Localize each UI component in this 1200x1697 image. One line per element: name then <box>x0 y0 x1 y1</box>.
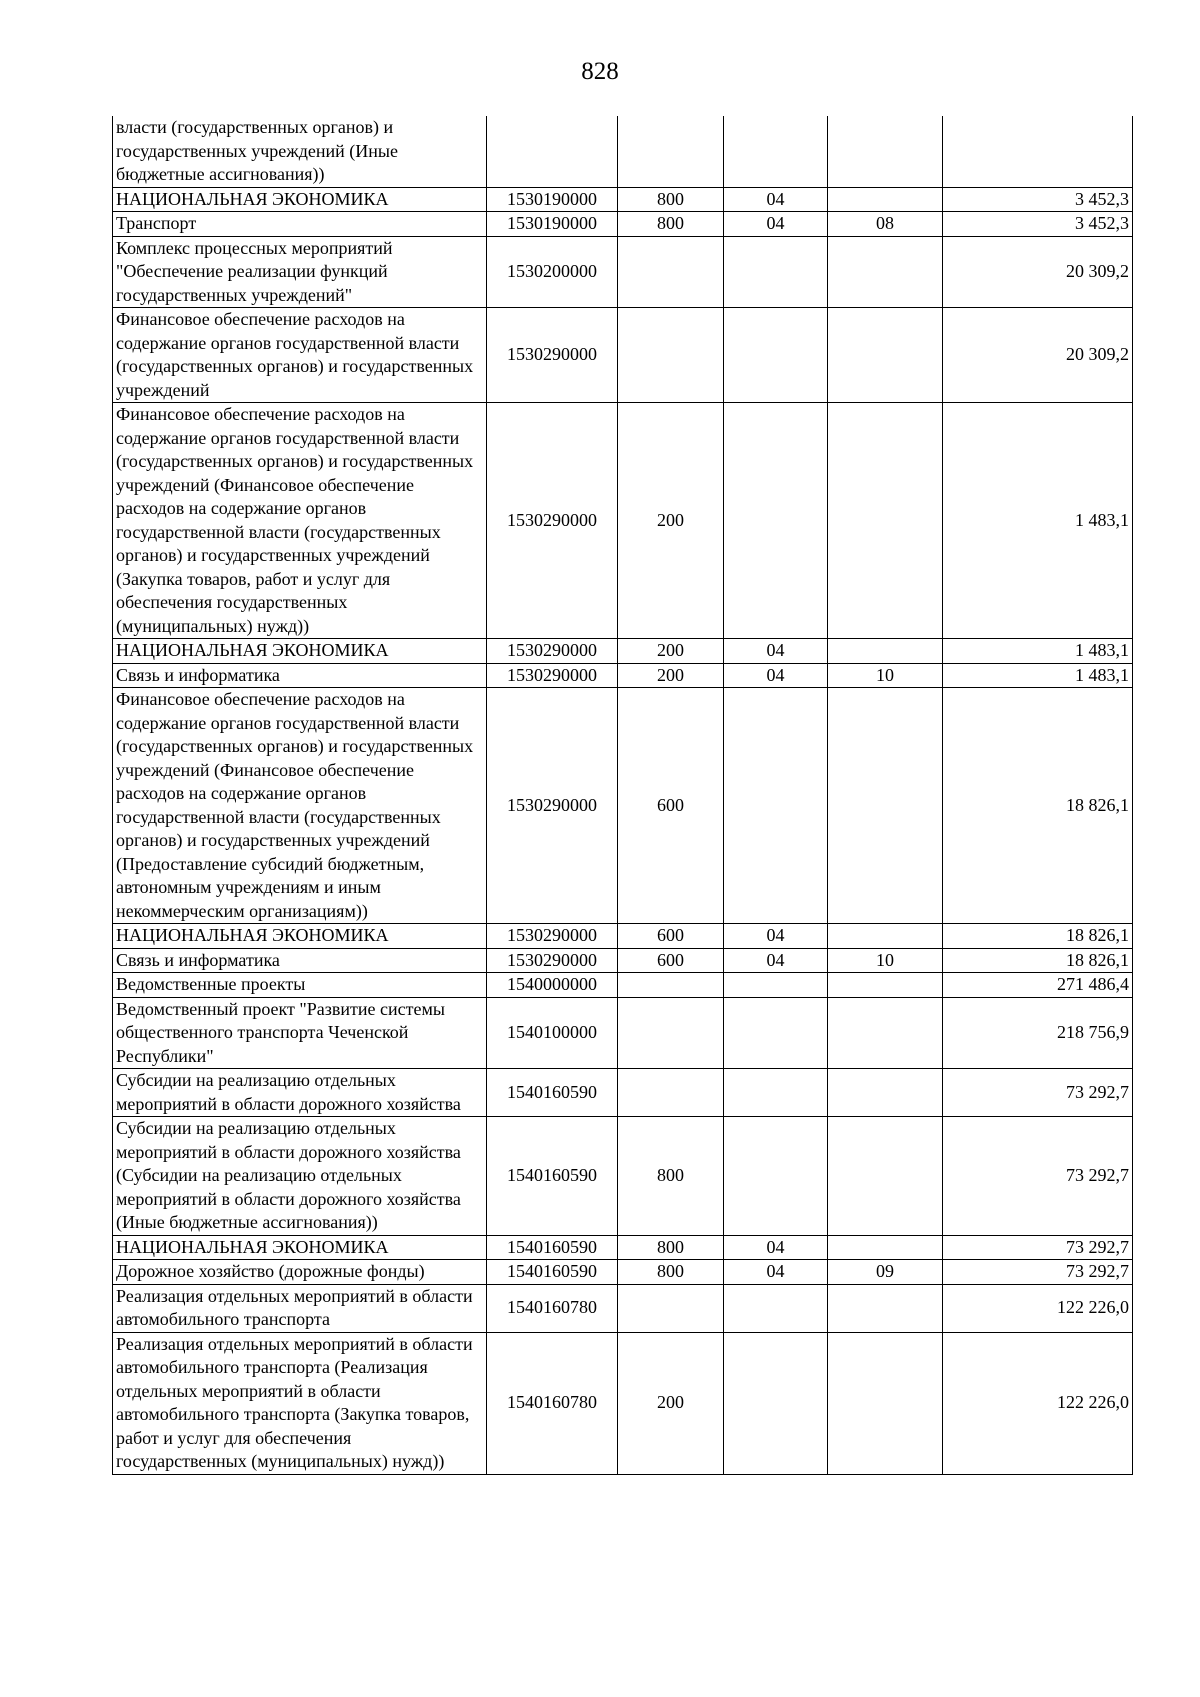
row-expense-type: 800 <box>618 1260 724 1285</box>
row-amount: 73 292,7 <box>943 1260 1133 1285</box>
row-name: Ведомственный проект "Развитие системы общественного транспорта Чеченской Республики" <box>113 997 487 1069</box>
row-subsection <box>828 116 943 187</box>
row-expense-type <box>618 1284 724 1332</box>
row-expense-type <box>618 236 724 308</box>
table-row <box>113 212 1133 237</box>
row-name: Финансовое обеспечение расходов на содержание органов государственной власти (государственных органов) и государственных учреждений <box>113 308 487 403</box>
row-amount: 18 826,1 <box>943 948 1133 973</box>
row-amount: 1 483,1 <box>943 403 1133 639</box>
row-section: 04 <box>724 1235 828 1260</box>
table-row <box>113 639 1133 664</box>
table-row <box>113 236 1133 308</box>
row-name: Транспорт <box>113 212 487 237</box>
row-expense-type: 200 <box>618 639 724 664</box>
row-expense-type: 600 <box>618 688 724 924</box>
row-name: Связь и информатика <box>113 948 487 973</box>
row-target-article: 1530200000 <box>487 236 618 308</box>
row-target-article: 1530290000 <box>487 639 618 664</box>
row-name: НАЦИОНАЛЬНАЯ ЭКОНОМИКА <box>113 187 487 212</box>
row-section: 04 <box>724 948 828 973</box>
row-section <box>724 308 828 403</box>
row-amount: 122 226,0 <box>943 1284 1133 1332</box>
table-row <box>113 663 1133 688</box>
row-amount: 122 226,0 <box>943 1332 1133 1474</box>
row-subsection <box>828 639 943 664</box>
row-target-article: 1540000000 <box>487 973 618 998</box>
row-section <box>724 973 828 998</box>
table-row <box>113 116 1133 187</box>
row-section <box>724 997 828 1069</box>
row-expense-type: 800 <box>618 187 724 212</box>
table-row <box>113 688 1133 924</box>
row-expense-type: 200 <box>618 663 724 688</box>
row-amount: 73 292,7 <box>943 1117 1133 1236</box>
table-row <box>113 1332 1133 1474</box>
row-section <box>724 116 828 187</box>
row-subsection: 08 <box>828 212 943 237</box>
row-expense-type <box>618 116 724 187</box>
row-section: 04 <box>724 924 828 949</box>
row-name: НАЦИОНАЛЬНАЯ ЭКОНОМИКА <box>113 924 487 949</box>
row-target-article: 1530290000 <box>487 924 618 949</box>
row-expense-type <box>618 973 724 998</box>
row-name: Ведомственные проекты <box>113 973 487 998</box>
row-amount: 20 309,2 <box>943 308 1133 403</box>
row-expense-type: 800 <box>618 212 724 237</box>
row-amount: 18 826,1 <box>943 688 1133 924</box>
row-amount: 3 452,3 <box>943 187 1133 212</box>
row-subsection <box>828 403 943 639</box>
row-target-article: 1530190000 <box>487 187 618 212</box>
budget-table-body <box>113 116 1133 1474</box>
row-amount: 1 483,1 <box>943 639 1133 664</box>
table-row <box>113 948 1133 973</box>
table-row <box>113 1235 1133 1260</box>
row-subsection <box>828 1284 943 1332</box>
row-amount: 3 452,3 <box>943 212 1133 237</box>
row-target-article: 1530290000 <box>487 308 618 403</box>
row-name: Комплекс процессных мероприятий "Обеспечение реализации функций государственных учреждений" <box>113 236 487 308</box>
row-target-article <box>487 116 618 187</box>
table-row <box>113 1260 1133 1285</box>
row-expense-type: 600 <box>618 948 724 973</box>
row-expense-type <box>618 1069 724 1117</box>
row-section <box>724 1117 828 1236</box>
row-amount: 73 292,7 <box>943 1235 1133 1260</box>
row-target-article: 1530290000 <box>487 948 618 973</box>
row-target-article: 1530190000 <box>487 212 618 237</box>
row-target-article: 1530290000 <box>487 688 618 924</box>
row-subsection: 10 <box>828 948 943 973</box>
row-section: 04 <box>724 187 828 212</box>
row-name: Реализация отдельных мероприятий в области автомобильного транспорта <box>113 1284 487 1332</box>
row-subsection <box>828 1235 943 1260</box>
row-subsection <box>828 1117 943 1236</box>
row-subsection: 10 <box>828 663 943 688</box>
table-row <box>113 924 1133 949</box>
row-expense-type: 200 <box>618 403 724 639</box>
row-target-article: 1540160780 <box>487 1332 618 1474</box>
row-section <box>724 1284 828 1332</box>
row-name: НАЦИОНАЛЬНАЯ ЭКОНОМИКА <box>113 639 487 664</box>
row-target-article: 1540160590 <box>487 1117 618 1236</box>
row-target-article: 1540160590 <box>487 1260 618 1285</box>
table-row <box>113 403 1133 639</box>
row-name: власти (государственных органов) и государственных учреждений (Иные бюджетные ассигнования)) <box>113 116 487 187</box>
row-name: Финансовое обеспечение расходов на содержание органов государственной власти (государственных органов) и государственных учреждений (Финансовое обеспечение расходов на содержание органов государственной власти (государственных органов) и государственных учреждений (Закупка товаров, работ и услуг для обеспечения государственных (муниципальных) нужд)) <box>113 403 487 639</box>
row-section <box>724 1332 828 1474</box>
table-row <box>113 308 1133 403</box>
row-target-article: 1540100000 <box>487 997 618 1069</box>
row-amount: 73 292,7 <box>943 1069 1133 1117</box>
row-subsection <box>828 236 943 308</box>
row-name: Субсидии на реализацию отдельных мероприятий в области дорожного хозяйства <box>113 1069 487 1117</box>
row-name: Финансовое обеспечение расходов на содержание органов государственной власти (государственных органов) и государственных учреждений (Финансовое обеспечение расходов на содержание органов государственной власти (государственных органов) и государственных учреждений (Предоставление субсидий бюджетным, автономным учреждениям и иным некоммерческим организациям)) <box>113 688 487 924</box>
table-row <box>113 1069 1133 1117</box>
page-number: 828 <box>581 58 619 85</box>
row-amount: 218 756,9 <box>943 997 1133 1069</box>
row-section: 04 <box>724 663 828 688</box>
row-name: Реализация отдельных мероприятий в области автомобильного транспорта (Реализация отдельных мероприятий в области автомобильного транспорта (Закупка товаров, работ и услуг для обеспечения государственных (муниципальных) нужд)) <box>113 1332 487 1474</box>
row-subsection <box>828 308 943 403</box>
row-target-article: 1540160590 <box>487 1235 618 1260</box>
row-section <box>724 403 828 639</box>
row-target-article: 1530290000 <box>487 663 618 688</box>
row-amount: 18 826,1 <box>943 924 1133 949</box>
row-name: Субсидии на реализацию отдельных мероприятий в области дорожного хозяйства (Субсидии на реализацию отдельных мероприятий в области дорожного хозяйства (Иные бюджетные ассигнования)) <box>113 1117 487 1236</box>
row-section: 04 <box>724 212 828 237</box>
row-expense-type <box>618 997 724 1069</box>
row-subsection <box>828 1332 943 1474</box>
budget-table <box>112 116 1133 1475</box>
row-amount: 271 486,4 <box>943 973 1133 998</box>
row-target-article: 1530290000 <box>487 403 618 639</box>
row-target-article: 1540160590 <box>487 1069 618 1117</box>
row-subsection <box>828 973 943 998</box>
row-amount: 20 309,2 <box>943 236 1133 308</box>
row-amount <box>943 116 1133 187</box>
row-name: НАЦИОНАЛЬНАЯ ЭКОНОМИКА <box>113 1235 487 1260</box>
row-section <box>724 688 828 924</box>
row-subsection <box>828 997 943 1069</box>
row-target-article: 1540160780 <box>487 1284 618 1332</box>
row-subsection: 09 <box>828 1260 943 1285</box>
row-section <box>724 236 828 308</box>
row-section: 04 <box>724 1260 828 1285</box>
table-row <box>113 973 1133 998</box>
row-subsection <box>828 688 943 924</box>
row-name: Связь и информатика <box>113 663 487 688</box>
row-subsection <box>828 187 943 212</box>
table-row <box>113 187 1133 212</box>
row-subsection <box>828 924 943 949</box>
row-expense-type: 600 <box>618 924 724 949</box>
row-expense-type: 800 <box>618 1117 724 1236</box>
row-name: Дорожное хозяйство (дорожные фонды) <box>113 1260 487 1285</box>
table-row <box>113 1284 1133 1332</box>
row-subsection <box>828 1069 943 1117</box>
row-expense-type <box>618 308 724 403</box>
row-amount: 1 483,1 <box>943 663 1133 688</box>
row-expense-type: 800 <box>618 1235 724 1260</box>
row-section: 04 <box>724 639 828 664</box>
row-section <box>724 1069 828 1117</box>
table-row <box>113 1117 1133 1236</box>
table-row <box>113 997 1133 1069</box>
row-expense-type: 200 <box>618 1332 724 1474</box>
